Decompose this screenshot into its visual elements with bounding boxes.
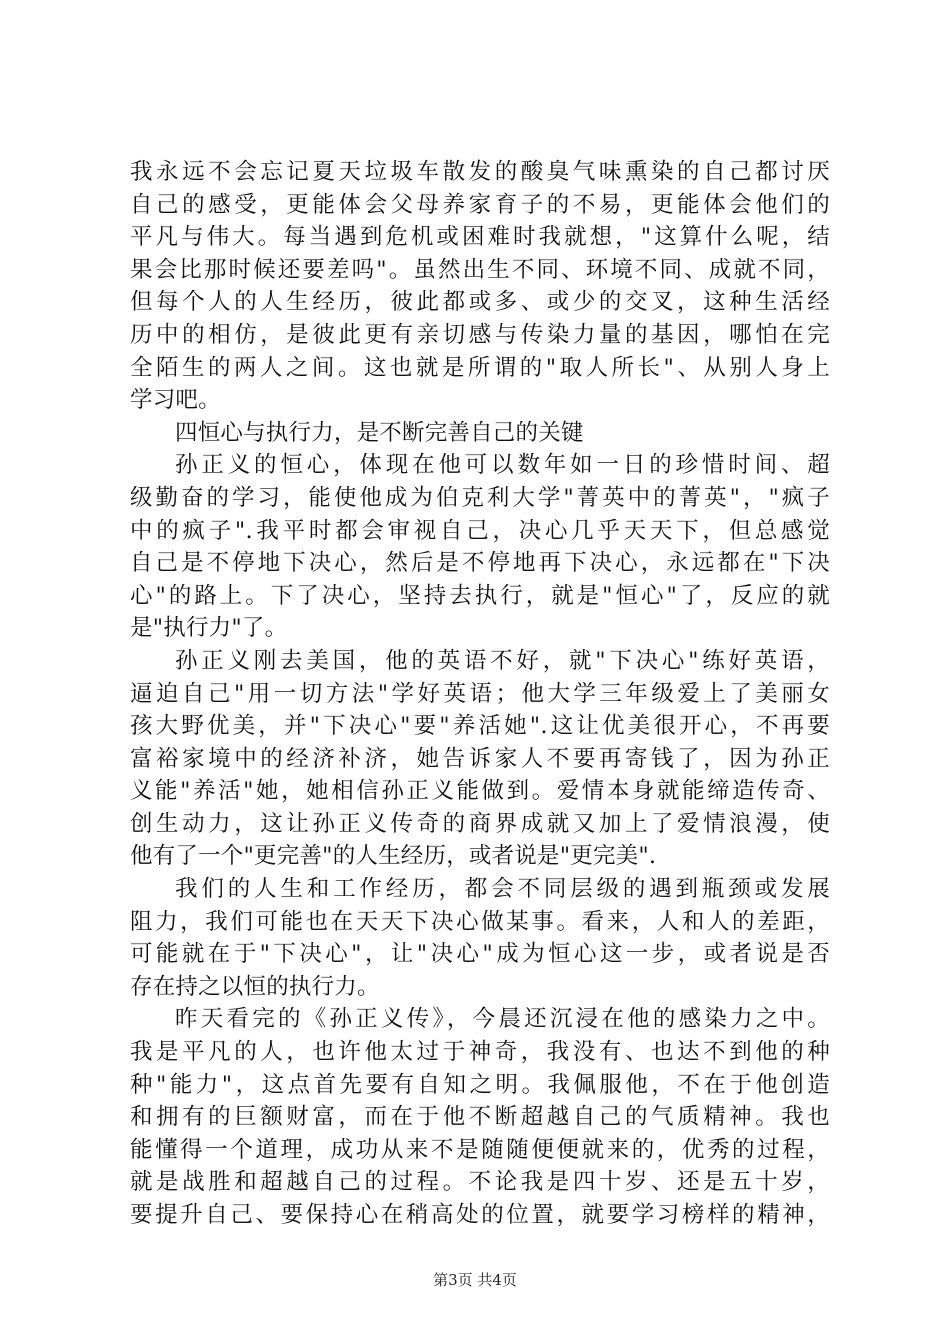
text-line: 孙正义的恒心，体现在他可以数年如一日的珍惜时间、超 [175,452,830,479]
text-line: 他有了一个"更完善"的人生经历，或者说是"更完美". [130,843,657,870]
text-line: 中的疯子".我平时都会审视自己，决心几乎天天下，但总感觉 [130,517,830,544]
text-line: 但每个人的人生经历，彼此都或多、或少的交叉，这种生活经 [130,289,830,316]
text-line: 和拥有的巨额财富，而在于他不断超越自己的气质精神。我也 [130,1104,830,1131]
document-body [130,156,830,1232]
text-line: 创生动力，这让孙正义传奇的商界成就又加上了爱情浪漫，使 [130,810,830,837]
text-line: 我是平凡的人，也许他太过于神奇，我没有、也达不到他的种 [130,1039,830,1066]
text-line: 存在持之以恒的执行力。 [130,973,380,1000]
page-footer: 第3页 共4页 [433,1271,517,1289]
text-line: 孩大野优美，并"下决心"要"养活她".这让优美很开心，不再要 [130,713,830,740]
text-line: 我们的人生和工作经历，都会不同层级的遇到瓶颈或发展 [175,876,830,903]
text-line: 种"能力"，这点首先要有自知之明。我佩服他，不在于他创造 [130,1071,830,1098]
text-line: 阻力，我们可能也在天天下决心做某事。看来，人和人的差距， [130,908,830,935]
text-line: 就是战胜和超越自己的过程。不论我是四十岁、还是五十岁， [130,1169,830,1196]
text-line: 四恒心与执行力，是不断完善自己的关键 [175,419,584,446]
text-line: 平凡与伟大。每当遇到危机或困难时我就想，"这算什么呢，结 [130,224,830,251]
text-line: 义能"养活"她，她相信孙正义能做到。爱情本身就能缔造传奇、 [130,778,830,805]
text-line: 自己是不停地下决心，然后是不停地再下决心，永远都在"下决 [130,550,830,577]
text-line: 富裕家境中的经济补济，她告诉家人不要再寄钱了，因为孙正 [130,745,830,772]
text-line: 历中的相仿，是彼此更有亲切感与传染力量的基因，哪怕在完 [130,321,830,348]
text-line: 要提升自己、要保持心在稍高处的位置，就要学习榜样的精神， [130,1202,830,1228]
text-line: 果会比那时候还要差吗"。虽然出生不同、环境不同、成就不同， [130,256,830,283]
text-line: 逼迫自己"用一切方法"学好英语；他大学三年级爱上了美丽女 [130,680,830,707]
text-line: 我永远不会忘记夏天垃圾车散发的酸臭气味熏染的自己都讨厌 [130,159,830,185]
text-line: 是"执行力"了。 [130,615,288,642]
text-line: 孙正义刚去美国，他的英语不好，就"下决心"练好英语， [175,647,830,674]
text-line: 全陌生的两人之间。这也就是所谓的"取人所长"、从别人身上 [130,354,830,381]
text-line: 可能就在于"下决心"，让"决心"成为恒心这一步，或者说是否 [130,941,830,968]
text-line: 自己的感受，更能体会父母养家育子的不易，更能体会他们的 [130,191,830,218]
text-line: 学习吧。 [130,387,221,414]
text-line: 心"的路上。下了决心，坚持去执行，就是"恒心"了，反应的就 [130,582,830,609]
text-line: 昨天看完的《孙正义传》，今晨还沉浸在他的感染力之中。 [175,1006,830,1033]
text-line: 能懂得一个道理，成功从来不是随随便便就来的，优秀的过程， [130,1136,830,1163]
text-line: 级勤奋的学习，能使他成为伯克利大学"菁英中的菁英"，"疯子 [130,484,830,511]
